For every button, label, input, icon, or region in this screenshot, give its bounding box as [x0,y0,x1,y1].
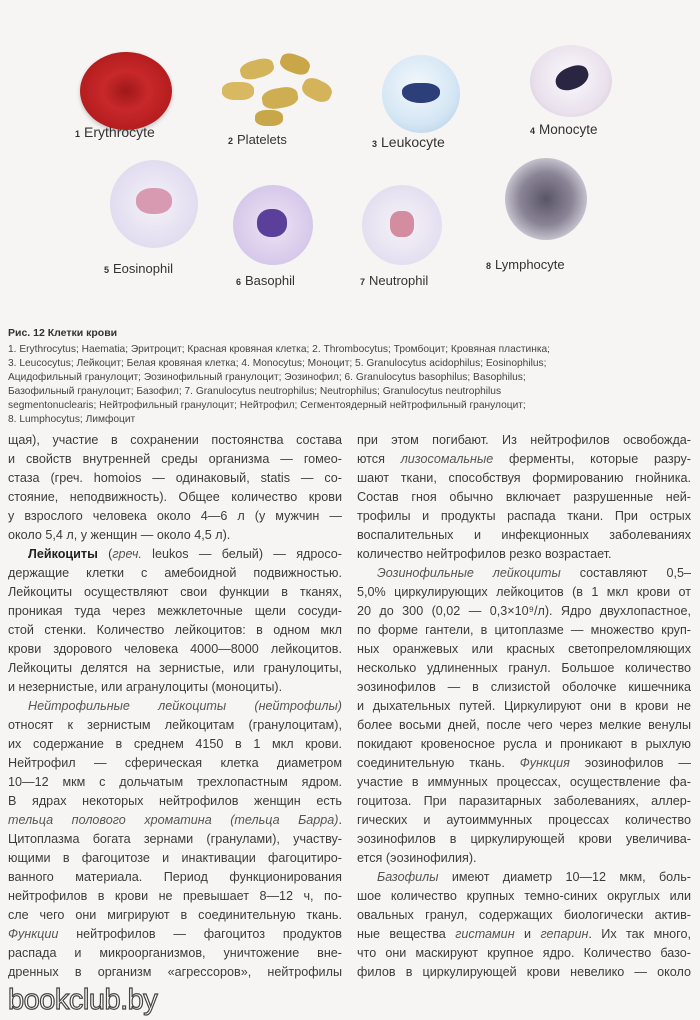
text-segment: составляют 0,5– [560,566,691,580]
text-segment: сле чего они мигрируют в соединительную ткань. [8,908,342,922]
platelet-shape [238,56,276,82]
label-neutrophil [360,273,428,288]
text-line [357,830,691,849]
text-segment: Цитоплазма богата зернами (гранулами), участву- [8,832,342,846]
text-line [8,887,342,906]
platelet-shape [299,75,335,106]
text-line [357,431,691,450]
text-segment: ных оранжевых или красных светопреломляющих [357,642,691,656]
platelet-shape [222,82,254,100]
label-number: 6 [236,277,242,287]
text-segment: В ядрах некоторых нейтрофилов женщин есть [8,794,342,808]
text-line [357,811,691,830]
text-segment: овальных гранул, содержащих биологически актив- [357,908,691,922]
text-line [8,944,342,963]
text-segment: и свойств внутренней среды организма — гомео- [8,452,342,466]
label-monocyte [530,122,598,137]
label-number: 7 [360,277,366,287]
label-text: Platelets [237,132,287,147]
text-segment: стой стенки. Количество лейкоцитов: в одном мкл [8,623,342,637]
text-line [8,507,342,526]
text-segment: 5,0% циркулирующих лейкоцитов (в 1 мкл крови от [357,585,691,599]
text-segment: Лейкоциты осуществляют свои функции в тканях, [8,585,342,599]
text-line [357,773,691,792]
text-column-right [357,431,691,982]
bold-term: Лейкоциты [28,547,98,561]
text-line [8,868,342,887]
text-segment: шое количество крупных темно-синих округлых или [357,889,691,903]
text-line [8,830,342,849]
text-segment: Нейтрофил — сферическая клетка диаметром [8,756,342,770]
text-line [8,925,342,944]
caption-line: 8. Lumphocytus; Лимфоцит [8,414,136,425]
text-segment: щая), участие в сохранении постоянства состава [8,433,342,447]
label-platelets [228,132,287,147]
caption-line: Базофильный гранулоцит; Базофил; 7. Granulocytus neutrophilus; Neutrophilus; Granulocytus neutrophilus [8,386,502,397]
nucleus [257,209,287,237]
text-segment: ются [357,452,401,466]
text-segment: относят к зернистым лейкоцитам (гранулоцитам), [8,718,342,732]
text-segment: дренных в организм «агрессоров», нейтрофилы [8,965,342,979]
text-segment: стаза (греч. homoios — одинаковый, statis — со- [8,471,342,485]
text-line [357,640,691,659]
nucleus [136,188,172,214]
label-text: Monocyte [539,122,598,137]
text-segment: стояние, неподвижность). Общее количество крови [8,490,342,504]
text-segment: количество нейтрофилов резко возрастает. [357,547,612,561]
text-segment: 20 до 300 (0,02 — 0,3×10⁹/л). Ядро двухлопастное, [357,604,691,618]
italic-term: греч. [112,547,142,561]
text-segment: ванного материала. Период функционирования [8,870,342,884]
monocyte-image [530,45,612,117]
text-segment: . Их так много, [588,927,691,941]
text-segment: около 5,4 л, у женщин — около 4,5 л). [8,528,231,542]
label-text: Leukocyte [381,134,445,150]
label-erythrocyte [75,124,155,140]
text-segment: нейтрофилов — фагоцитоз продуктов [58,927,342,941]
caption-line: Ацидофильный гранулоцит; Эозинофильный гранулоцит; Эозинофил; 6. Granulocytus basophilus; Basophilus; [8,372,526,383]
platelet-shape [261,85,300,111]
label-text: Basophil [245,273,295,288]
text-column-left [8,431,342,982]
italic-term: Функция [519,756,570,770]
text-segment: распада и микроорганизмов, уничтожение вне- [8,946,342,960]
italic-term: Базофилы [377,870,439,884]
figure-caption [8,343,698,427]
text-segment: эозинофилов — в слизистой оболочке кишечника [357,680,691,694]
text-segment: ферменты, которые разру- [493,452,691,466]
italic-term: тельца полового хроматина (тельца Барра) [8,813,339,827]
text-line [357,849,691,868]
text-line [357,488,691,507]
text-segment: шают ткани, способствуя формированию гнойника. [357,471,691,485]
text-line [357,602,691,621]
label-number: 3 [372,139,378,149]
text-segment: ется (эозинофилия). [357,851,477,865]
text-line [357,450,691,469]
text-line [357,868,691,887]
text-segment: покидают кровеносное русла и проникают в рыхлую [357,737,691,751]
text-line [8,963,342,982]
figure-caption-title: Рис. 12 Клетки крови [8,327,118,339]
caption-line: segmentonuclearis; Нейтрофильный гранулоцит; Нейтрофил; Сегментоядерный нейтрофильный гранулоцит; [8,400,526,411]
watermark: bookclub.by [8,984,158,1016]
text-line [8,678,342,697]
text-line [357,526,691,545]
text-line [357,887,691,906]
italic-term: гистамин [455,927,515,941]
text-line [8,450,342,469]
text-segment: соединительную ткань. [357,756,520,770]
text-segment: по форме гантели, в цитоплазме — множество круп- [357,623,691,637]
text-segment: участие в иммунных процессах, осуществление фа- [357,775,691,789]
label-number: 4 [530,126,536,136]
text-segment: гоцитоза. При паразитарных заболеваниях, аллер- [357,794,691,808]
text-line [357,792,691,811]
label-text: Eosinophil [113,261,174,276]
text-line [8,621,342,640]
label-leukocyte [372,134,445,150]
label-lymphocyte [486,257,565,272]
nucleus [552,62,591,94]
text-line [8,716,342,735]
text-line [8,906,342,925]
text-line [357,697,691,716]
label-number: 2 [228,136,234,146]
text-line [8,545,342,564]
label-text: Neutrophil [369,273,429,288]
text-line [8,659,342,678]
text-line [8,640,342,659]
text-segment: нейтрофилов в крови не превышает 8—12 ч, по- [8,889,342,903]
text-segment: гических и аутоиммунных процессах количество [357,813,691,827]
platelet-shape [278,50,312,77]
text-segment: воспалительных и инфекционных заболеваниях [357,528,691,542]
basophil-image [233,185,313,265]
label-number: 1 [75,129,81,139]
text-segment: ющими в фагоцитозе и инактивации фагоцитиро- [8,851,342,865]
text-segment: . [338,813,342,827]
text-line [8,469,342,488]
text-segment: проникая туда через межклеточные щели сосуди- [8,604,342,618]
text-line [357,963,691,982]
text-line [357,659,691,678]
text-line [357,621,691,640]
text-line [357,545,691,564]
text-segment: и дыхательных путей. Циркулируют они в крови не [357,699,691,713]
text-segment: у взрослого человека около 4—6 л (у мужчин — [8,509,342,523]
text-line [8,735,342,754]
text-line [8,488,342,507]
text-line [8,564,342,583]
eosinophil-image [110,160,198,248]
text-line [357,507,691,526]
label-number: 5 [104,265,110,275]
label-text: Erythrocyte [84,124,155,140]
text-segment: и [514,927,541,941]
caption-line: 1. Erythrocytus; Haematia; Эритроцит; Красная кровяная клетка; 2. Thrombocytus; Тромбоцит; Кровяная пластинка; [8,344,551,355]
text-segment: Состав гноя обычно включает разрушенные ней- [357,490,691,504]
italic-term: Нейтрофильные лейкоциты (нейтрофилы) [28,699,342,713]
text-line [8,849,342,868]
text-segment: несколько удлиненных гранул. Большое количество [357,661,691,675]
text-segment: 10—12 мкм с дольчатым трехлопастным ядром. [8,775,342,789]
text-line [8,754,342,773]
label-basophil [236,273,295,288]
italic-term: Функции [8,927,59,941]
leukocyte-image [382,55,460,133]
text-segment: более восьми дней, после чего через мелкие венулы [357,718,691,732]
text-segment: и незернистые, или агранулоциты (моноциты). [8,680,283,694]
text-segment: крови здорового человека 4000—8000 лейкоцитов. [8,642,342,656]
text-segment: эозинофилов — [569,756,691,770]
text-segment: leukos — белый) — ядросо- [141,547,342,561]
label-eosinophil [104,261,173,276]
text-segment: держащие клетки с амебоидной подвижностью. [8,566,342,580]
text-segment: при этом погибают. Из нейтрофилов освобожда- [357,433,691,447]
text-line [8,697,342,716]
text-segment: филов в циркулирующей крови невелико — около [357,965,691,979]
text-line [8,792,342,811]
text-line [8,811,342,830]
italic-term: гепарин [540,927,589,941]
label-number: 8 [486,261,492,271]
platelet-shape [255,110,283,126]
nucleus [402,83,440,103]
text-segment: ные вещества [357,927,456,941]
caption-line: 3. Leucocytus; Лейкоцит; Белая кровяная клетка; 4. Monocytus; Моноцит; 5. Granulocytus acidophilus; Eosinophilus; [8,358,547,369]
text-line [357,944,691,963]
text-line [8,431,342,450]
text-line [357,906,691,925]
text-segment: их содержание в среднем 4150 в 1 мкл крови. [8,737,342,751]
text-segment: Лейкоциты делятся на зернистые, или гранулоциты, [8,661,342,675]
text-segment: имеют диаметр 10—12 мкм, боль- [438,870,691,884]
label-text: Lymphocyte [495,257,565,272]
lymphocyte-image [505,158,587,240]
text-line [8,583,342,602]
text-segment: эозинофилов в циркулирующей крови увеличива- [357,832,691,846]
italic-term: лизосомальные [400,452,494,466]
text-segment: трофилы и продукты распада ткани. При острых [357,509,691,523]
text-line [8,526,342,545]
text-line [357,754,691,773]
nucleus [390,211,414,237]
text-line [357,716,691,735]
text-segment: что они маскируют крупное ядро. Количество базо- [357,946,691,960]
erythrocyte-image [80,52,172,130]
italic-term: Эозинофильные лейкоциты [377,566,561,580]
text-line [357,469,691,488]
text-line [357,735,691,754]
text-line [8,773,342,792]
text-line [357,925,691,944]
neutrophil-image [362,185,442,265]
text-line [8,602,342,621]
text-line [357,583,691,602]
text-segment: ( [97,547,113,561]
text-line [357,678,691,697]
text-line [357,564,691,583]
